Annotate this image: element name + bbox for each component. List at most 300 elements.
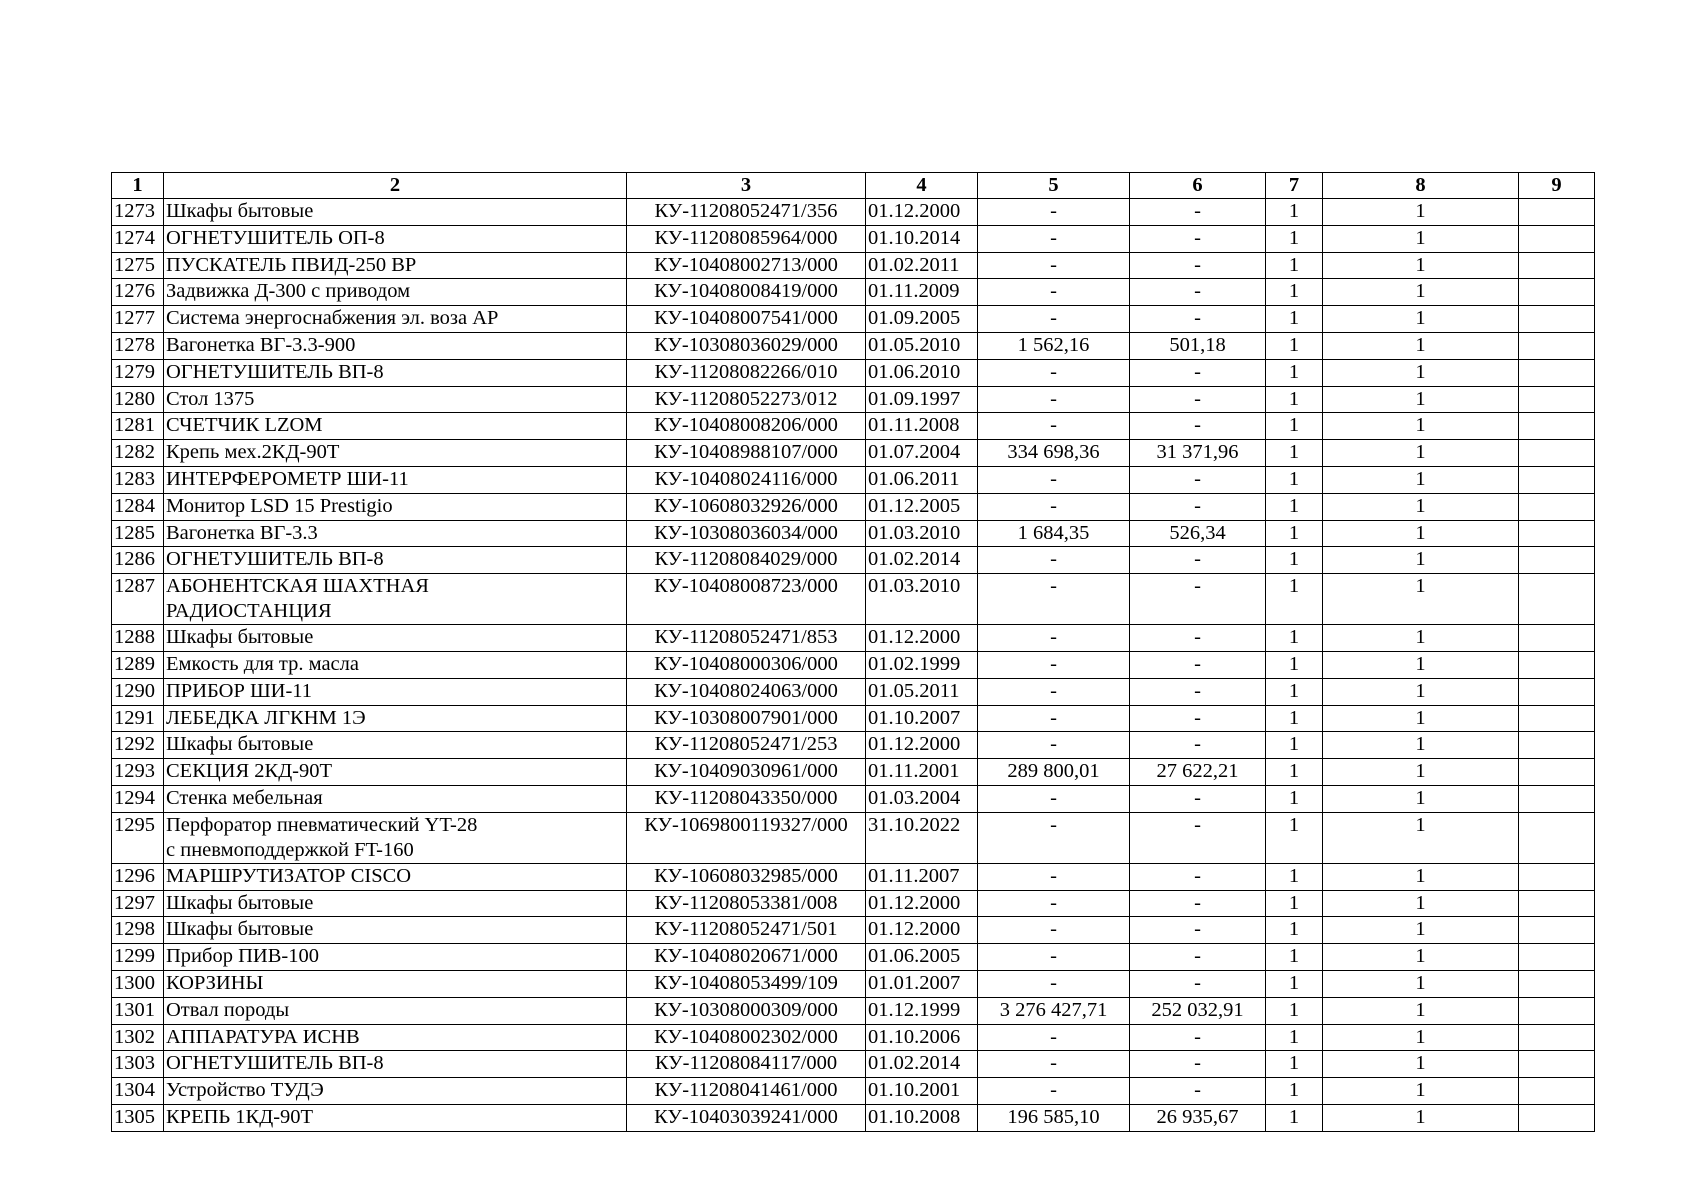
value-col5-cell: - xyxy=(978,812,1130,863)
value-col9-cell xyxy=(1519,413,1595,440)
inventory-code-cell: КУ-10408008206/000 xyxy=(627,413,866,440)
date-cell: 01.12.2000 xyxy=(866,625,978,652)
value-col5-cell: - xyxy=(978,493,1130,520)
value-col9-cell xyxy=(1519,466,1595,493)
value-col5-cell: 289 800,01 xyxy=(978,759,1130,786)
table-row xyxy=(112,413,1595,440)
value-col9-cell xyxy=(1519,890,1595,917)
value-col5-cell: - xyxy=(978,306,1130,333)
item-name-line: ИНТЕРФЕРОМЕТР ШИ-11 xyxy=(166,467,409,490)
table-row xyxy=(112,970,1595,997)
value-col7-cell: 1 xyxy=(1266,678,1323,705)
value-col9-cell xyxy=(1519,970,1595,997)
value-col5-cell: - xyxy=(978,732,1130,759)
value-col5-cell: - xyxy=(978,705,1130,732)
table-row xyxy=(112,1104,1595,1131)
item-name-cell xyxy=(164,252,627,279)
value-col9-cell xyxy=(1519,225,1595,252)
table-row xyxy=(112,225,1595,252)
value-col9-cell xyxy=(1519,547,1595,574)
inventory-code-cell: КУ-11208041461/000 xyxy=(627,1078,866,1105)
value-col9-cell xyxy=(1519,199,1595,226)
date-cell: 01.12.2000 xyxy=(866,917,978,944)
value-col9-cell xyxy=(1519,520,1595,547)
row-number-cell: 1273 xyxy=(112,199,164,226)
header-cell: 8 xyxy=(1323,173,1519,199)
item-name-cell xyxy=(164,625,627,652)
value-col5-cell: - xyxy=(978,413,1130,440)
inventory-code-cell: КУ-1069800119327/000 xyxy=(627,812,866,863)
header-cell: 5 xyxy=(978,173,1130,199)
row-number-cell: 1285 xyxy=(112,520,164,547)
value-col5-cell: - xyxy=(978,944,1130,971)
value-col9-cell xyxy=(1519,1024,1595,1051)
value-col6-cell: - xyxy=(1130,917,1266,944)
table-row xyxy=(112,997,1595,1024)
row-number-cell: 1297 xyxy=(112,890,164,917)
header-row xyxy=(112,173,1595,199)
item-name-line: Система энергоснабжения эл. воза АР xyxy=(166,307,499,330)
value-col5-cell: 1 562,16 xyxy=(978,332,1130,359)
value-col6-cell: - xyxy=(1130,1051,1266,1078)
inventory-code-cell: КУ-10408053499/109 xyxy=(627,970,866,997)
value-col6-cell: - xyxy=(1130,547,1266,574)
value-col9-cell xyxy=(1519,332,1595,359)
inventory-code-cell: КУ-10408024116/000 xyxy=(627,466,866,493)
date-cell: 01.12.2000 xyxy=(866,732,978,759)
row-number-cell: 1275 xyxy=(112,252,164,279)
item-name-cell xyxy=(164,1051,627,1078)
table-row xyxy=(112,547,1595,574)
date-cell: 01.03.2010 xyxy=(866,520,978,547)
value-col8-cell: 1 xyxy=(1323,651,1519,678)
item-name-line: Прибор ПИВ-100 xyxy=(166,945,319,968)
inventory-code-cell: КУ-10408002302/000 xyxy=(627,1024,866,1051)
value-col5-cell: - xyxy=(978,199,1130,226)
value-col6-cell: 31 371,96 xyxy=(1130,440,1266,467)
value-col8-cell: 1 xyxy=(1323,413,1519,440)
item-name-cell xyxy=(164,917,627,944)
value-col6-cell: - xyxy=(1130,705,1266,732)
item-name-cell xyxy=(164,332,627,359)
value-col6-cell: - xyxy=(1130,625,1266,652)
value-col9-cell xyxy=(1519,917,1595,944)
date-cell: 01.11.2008 xyxy=(866,413,978,440)
inventory-code-cell: КУ-10408000306/000 xyxy=(627,651,866,678)
value-col8-cell: 1 xyxy=(1323,199,1519,226)
row-number-cell: 1295 xyxy=(112,812,164,863)
inventory-code-cell: КУ-10308036034/000 xyxy=(627,520,866,547)
value-col7-cell: 1 xyxy=(1266,440,1323,467)
date-cell: 01.12.2000 xyxy=(866,890,978,917)
item-name-line: Задвижка Д-300 с приводом xyxy=(166,280,411,303)
date-cell: 01.10.2007 xyxy=(866,705,978,732)
value-col9-cell xyxy=(1519,1078,1595,1105)
inventory-code-cell: КУ-10308000309/000 xyxy=(627,997,866,1024)
value-col5-cell: - xyxy=(978,547,1130,574)
inventory-code-cell: КУ-11208052471/356 xyxy=(627,199,866,226)
value-col6-cell: 26 935,67 xyxy=(1130,1104,1266,1131)
value-col8-cell: 1 xyxy=(1323,306,1519,333)
value-col6-cell: - xyxy=(1130,493,1266,520)
value-col9-cell xyxy=(1519,1051,1595,1078)
date-cell: 01.11.2009 xyxy=(866,279,978,306)
item-name-cell xyxy=(164,890,627,917)
item-name-line: Устройство ТУДЭ xyxy=(166,1079,324,1102)
row-number-cell: 1278 xyxy=(112,332,164,359)
value-col7-cell: 1 xyxy=(1266,863,1323,890)
value-col7-cell: 1 xyxy=(1266,332,1323,359)
value-col8-cell: 1 xyxy=(1323,279,1519,306)
item-name-cell xyxy=(164,705,627,732)
value-col7-cell: 1 xyxy=(1266,279,1323,306)
inventory-table xyxy=(111,172,1595,1132)
header-cell: 7 xyxy=(1266,173,1323,199)
value-col8-cell: 1 xyxy=(1323,332,1519,359)
date-cell: 01.02.2014 xyxy=(866,547,978,574)
value-col5-cell: - xyxy=(978,359,1130,386)
value-col9-cell xyxy=(1519,732,1595,759)
value-col9-cell xyxy=(1519,386,1595,413)
value-col7-cell: 1 xyxy=(1266,199,1323,226)
item-name-line: Вагонетка ВГ-3.3-900 xyxy=(166,333,356,356)
value-col8-cell: 1 xyxy=(1323,863,1519,890)
value-col8-cell: 1 xyxy=(1323,970,1519,997)
row-number-cell: 1300 xyxy=(112,970,164,997)
value-col5-cell: - xyxy=(978,225,1130,252)
row-number-cell: 1277 xyxy=(112,306,164,333)
value-col7-cell: 1 xyxy=(1266,413,1323,440)
value-col6-cell: - xyxy=(1130,413,1266,440)
row-number-cell: 1286 xyxy=(112,547,164,574)
value-col7-cell: 1 xyxy=(1266,1104,1323,1131)
row-number-cell: 1304 xyxy=(112,1078,164,1105)
value-col9-cell xyxy=(1519,279,1595,306)
date-cell: 01.11.2001 xyxy=(866,759,978,786)
item-name-cell xyxy=(164,279,627,306)
value-col9-cell xyxy=(1519,863,1595,890)
header-cell: 2 xyxy=(164,173,627,199)
value-col9-cell xyxy=(1519,625,1595,652)
row-number-cell: 1288 xyxy=(112,625,164,652)
value-col8-cell: 1 xyxy=(1323,890,1519,917)
item-name-cell xyxy=(164,199,627,226)
item-name-cell xyxy=(164,651,627,678)
row-number-cell: 1299 xyxy=(112,944,164,971)
table-row xyxy=(112,306,1595,333)
inventory-code-cell: КУ-11208043350/000 xyxy=(627,785,866,812)
value-col7-cell: 1 xyxy=(1266,574,1323,625)
row-number-cell: 1284 xyxy=(112,493,164,520)
value-col6-cell: - xyxy=(1130,386,1266,413)
value-col6-cell: - xyxy=(1130,651,1266,678)
value-col8-cell: 1 xyxy=(1323,997,1519,1024)
value-col5-cell: - xyxy=(978,785,1130,812)
value-col7-cell: 1 xyxy=(1266,890,1323,917)
value-col8-cell: 1 xyxy=(1323,759,1519,786)
value-col7-cell: 1 xyxy=(1266,917,1323,944)
table-row xyxy=(112,917,1595,944)
item-name-line: ОГНЕТУШИТЕЛЬ ВП-8 xyxy=(166,1052,384,1075)
value-col6-cell: - xyxy=(1130,574,1266,625)
value-col5-cell: - xyxy=(978,917,1130,944)
table-row xyxy=(112,466,1595,493)
date-cell: 01.12.1999 xyxy=(866,997,978,1024)
value-col9-cell xyxy=(1519,252,1595,279)
row-number-cell: 1296 xyxy=(112,863,164,890)
value-col9-cell xyxy=(1519,359,1595,386)
value-col6-cell: - xyxy=(1130,252,1266,279)
value-col7-cell: 1 xyxy=(1266,359,1323,386)
value-col6-cell: - xyxy=(1130,812,1266,863)
table-row xyxy=(112,199,1595,226)
row-number-cell: 1293 xyxy=(112,759,164,786)
row-number-cell: 1279 xyxy=(112,359,164,386)
date-cell: 01.10.2014 xyxy=(866,225,978,252)
date-cell: 01.12.2005 xyxy=(866,493,978,520)
value-col8-cell: 1 xyxy=(1323,732,1519,759)
value-col5-cell: - xyxy=(978,678,1130,705)
header-cell: 1 xyxy=(112,173,164,199)
value-col5-cell: 1 684,35 xyxy=(978,520,1130,547)
inventory-code-cell: КУ-11208085964/000 xyxy=(627,225,866,252)
item-name-cell xyxy=(164,574,627,625)
item-name-line: Шкафы бытовые xyxy=(166,733,314,756)
date-cell: 01.02.2011 xyxy=(866,252,978,279)
value-col7-cell: 1 xyxy=(1266,1024,1323,1051)
value-col9-cell xyxy=(1519,651,1595,678)
value-col8-cell: 1 xyxy=(1323,1104,1519,1131)
table-row xyxy=(112,386,1595,413)
header-cell: 4 xyxy=(866,173,978,199)
value-col6-cell: - xyxy=(1130,225,1266,252)
item-name-cell xyxy=(164,306,627,333)
value-col9-cell xyxy=(1519,1104,1595,1131)
value-col9-cell xyxy=(1519,574,1595,625)
value-col8-cell: 1 xyxy=(1323,944,1519,971)
item-name-cell xyxy=(164,970,627,997)
value-col7-cell: 1 xyxy=(1266,651,1323,678)
value-col9-cell xyxy=(1519,493,1595,520)
value-col8-cell: 1 xyxy=(1323,785,1519,812)
value-col5-cell: - xyxy=(978,970,1130,997)
value-col8-cell: 1 xyxy=(1323,547,1519,574)
inventory-code-cell: КУ-11208052273/012 xyxy=(627,386,866,413)
item-name-line: КОРЗИНЫ xyxy=(166,971,264,994)
value-col6-cell: - xyxy=(1130,466,1266,493)
item-name-cell xyxy=(164,386,627,413)
value-col8-cell: 1 xyxy=(1323,812,1519,863)
value-col7-cell: 1 xyxy=(1266,1051,1323,1078)
row-number-cell: 1281 xyxy=(112,413,164,440)
value-col5-cell: - xyxy=(978,466,1130,493)
item-name-cell xyxy=(164,812,627,863)
row-number-cell: 1282 xyxy=(112,440,164,467)
table-row xyxy=(112,493,1595,520)
table-row xyxy=(112,625,1595,652)
item-name-line: ОГНЕТУШИТЕЛЬ ВП-8 xyxy=(166,360,384,383)
date-cell: 01.09.1997 xyxy=(866,386,978,413)
value-col8-cell: 1 xyxy=(1323,678,1519,705)
date-cell: 01.12.2000 xyxy=(866,199,978,226)
row-number-cell: 1305 xyxy=(112,1104,164,1131)
table-row xyxy=(112,1078,1595,1105)
value-col6-cell: - xyxy=(1130,359,1266,386)
row-number-cell: 1301 xyxy=(112,997,164,1024)
row-number-cell: 1291 xyxy=(112,705,164,732)
date-cell: 01.02.1999 xyxy=(866,651,978,678)
row-number-cell: 1292 xyxy=(112,732,164,759)
value-col8-cell: 1 xyxy=(1323,520,1519,547)
table-row xyxy=(112,574,1595,625)
inventory-code-cell: КУ-11208082266/010 xyxy=(627,359,866,386)
item-name-line: Монитор LSD 15 Prestigio xyxy=(166,494,393,517)
inventory-code-cell: КУ-11208052471/253 xyxy=(627,732,866,759)
item-name-cell xyxy=(164,997,627,1024)
item-name-line: ПУСКАТЕЛЬ ПВИД-250 ВР xyxy=(166,253,417,276)
value-col8-cell: 1 xyxy=(1323,493,1519,520)
item-name-line-2: РАДИОСТАНЦИЯ xyxy=(166,600,332,623)
item-name-line: АППАРАТУРА ИСНВ xyxy=(166,1025,360,1048)
value-col6-cell: 526,34 xyxy=(1130,520,1266,547)
value-col6-cell: - xyxy=(1130,944,1266,971)
table-row xyxy=(112,1051,1595,1078)
value-col6-cell: - xyxy=(1130,279,1266,306)
value-col7-cell: 1 xyxy=(1266,520,1323,547)
table-row xyxy=(112,759,1595,786)
value-col6-cell: 501,18 xyxy=(1130,332,1266,359)
table-row xyxy=(112,520,1595,547)
value-col7-cell: 1 xyxy=(1266,1078,1323,1105)
value-col5-cell: - xyxy=(978,651,1130,678)
item-name-line: АБОНЕНТСКАЯ ШАХТНАЯ xyxy=(166,575,429,598)
item-name-line: ПРИБОР ШИ-11 xyxy=(166,679,313,702)
row-number-cell: 1289 xyxy=(112,651,164,678)
date-cell: 01.09.2005 xyxy=(866,306,978,333)
inventory-code-cell: КУ-10408007541/000 xyxy=(627,306,866,333)
row-number-cell: 1287 xyxy=(112,574,164,625)
item-name-cell xyxy=(164,1024,627,1051)
value-col9-cell xyxy=(1519,785,1595,812)
row-number-cell: 1294 xyxy=(112,785,164,812)
item-name-line-2: с пневмоподдержкой FT-160 xyxy=(166,838,414,861)
item-name-cell xyxy=(164,785,627,812)
row-number-cell: 1283 xyxy=(112,466,164,493)
value-col6-cell: - xyxy=(1130,863,1266,890)
item-name-line: Перфоратор пневматический YT-28 xyxy=(166,813,478,836)
inventory-code-cell: КУ-11208053381/008 xyxy=(627,890,866,917)
table-row xyxy=(112,863,1595,890)
value-col5-cell: - xyxy=(978,890,1130,917)
item-name-cell xyxy=(164,547,627,574)
value-col8-cell: 1 xyxy=(1323,1051,1519,1078)
value-col8-cell: 1 xyxy=(1323,252,1519,279)
value-col6-cell: 252 032,91 xyxy=(1130,997,1266,1024)
date-cell: 01.01.2007 xyxy=(866,970,978,997)
date-cell: 01.06.2010 xyxy=(866,359,978,386)
item-name-line: ЛЕБЕДКА ЛГКНМ 1Э xyxy=(166,706,366,729)
value-col7-cell: 1 xyxy=(1266,493,1323,520)
row-number-cell: 1302 xyxy=(112,1024,164,1051)
item-name-cell xyxy=(164,225,627,252)
value-col9-cell xyxy=(1519,944,1595,971)
date-cell: 01.03.2010 xyxy=(866,574,978,625)
item-name-line: КРЕПЬ 1КД-90Т xyxy=(166,1105,314,1128)
value-col5-cell: - xyxy=(978,386,1130,413)
item-name-cell xyxy=(164,863,627,890)
value-col6-cell: - xyxy=(1130,890,1266,917)
value-col9-cell xyxy=(1519,997,1595,1024)
value-col9-cell xyxy=(1519,705,1595,732)
inventory-sheet xyxy=(111,172,1594,1132)
value-col8-cell: 1 xyxy=(1323,440,1519,467)
value-col8-cell: 1 xyxy=(1323,1024,1519,1051)
value-col9-cell xyxy=(1519,812,1595,863)
item-name-cell xyxy=(164,359,627,386)
value-col5-cell: 3 276 427,71 xyxy=(978,997,1130,1024)
value-col5-cell: 334 698,36 xyxy=(978,440,1130,467)
item-name-line: ОГНЕТУШИТЕЛЬ ОП-8 xyxy=(166,226,385,249)
value-col6-cell: - xyxy=(1130,732,1266,759)
value-col5-cell: - xyxy=(978,863,1130,890)
value-col6-cell: 27 622,21 xyxy=(1130,759,1266,786)
inventory-code-cell: КУ-11208084029/000 xyxy=(627,547,866,574)
table-row xyxy=(112,279,1595,306)
value-col9-cell xyxy=(1519,759,1595,786)
date-cell: 01.11.2007 xyxy=(866,863,978,890)
header-cell: 9 xyxy=(1519,173,1595,199)
header-cell: 3 xyxy=(627,173,866,199)
item-name-line: Шкафы бытовые xyxy=(166,891,314,914)
table-row xyxy=(112,785,1595,812)
date-cell: 01.06.2011 xyxy=(866,466,978,493)
table-row xyxy=(112,732,1595,759)
value-col8-cell: 1 xyxy=(1323,574,1519,625)
inventory-code-cell: КУ-10608032985/000 xyxy=(627,863,866,890)
value-col7-cell: 1 xyxy=(1266,225,1323,252)
table-row xyxy=(112,1024,1595,1051)
inventory-code-cell: КУ-10308007901/000 xyxy=(627,705,866,732)
row-number-cell: 1298 xyxy=(112,917,164,944)
inventory-code-cell: КУ-10408008419/000 xyxy=(627,279,866,306)
value-col5-cell: 196 585,10 xyxy=(978,1104,1130,1131)
table-row xyxy=(112,890,1595,917)
item-name-line: Отвал породы xyxy=(166,998,290,1021)
table-row xyxy=(112,651,1595,678)
table-row xyxy=(112,359,1595,386)
table-row xyxy=(112,812,1595,863)
item-name-cell xyxy=(164,944,627,971)
row-number-cell: 1276 xyxy=(112,279,164,306)
value-col7-cell: 1 xyxy=(1266,732,1323,759)
inventory-code-cell: КУ-11208052471/853 xyxy=(627,625,866,652)
table-row xyxy=(112,678,1595,705)
inventory-code-cell: КУ-11208052471/501 xyxy=(627,917,866,944)
date-cell: 01.07.2004 xyxy=(866,440,978,467)
row-number-cell: 1280 xyxy=(112,386,164,413)
item-name-line: ОГНЕТУШИТЕЛЬ ВП-8 xyxy=(166,548,384,571)
value-col7-cell: 1 xyxy=(1266,944,1323,971)
date-cell: 31.10.2022 xyxy=(866,812,978,863)
value-col6-cell: - xyxy=(1130,306,1266,333)
date-cell: 01.10.2006 xyxy=(866,1024,978,1051)
value-col9-cell xyxy=(1519,306,1595,333)
row-number-cell: 1303 xyxy=(112,1051,164,1078)
item-name-line: Крепь мех.2КД-90Т xyxy=(166,441,340,464)
value-col5-cell: - xyxy=(978,252,1130,279)
item-name-line: Стенка мебельная xyxy=(166,786,323,809)
value-col7-cell: 1 xyxy=(1266,705,1323,732)
